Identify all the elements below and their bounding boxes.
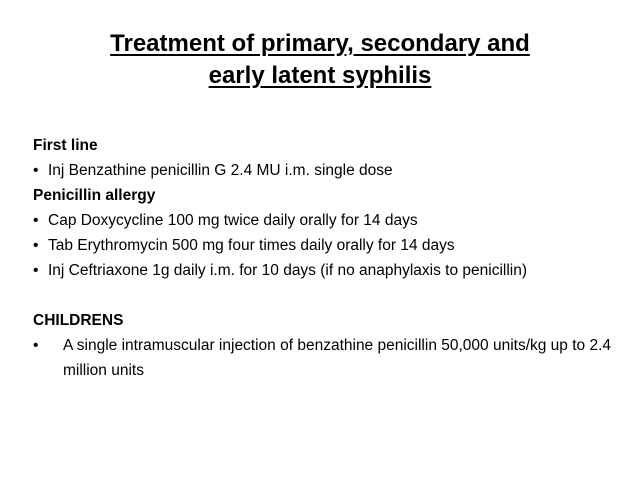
list-item <box>33 333 613 383</box>
list-item-text: Cap Doxycycline 100 mg twice daily orally for 14 days <box>48 212 418 229</box>
slide-title <box>40 28 600 92</box>
list-item-text: Inj Benzathine penicillin G 2.4 MU i.m. single dose <box>48 162 393 179</box>
slide-title-line-2: early latent syphilis <box>208 62 432 89</box>
slide-body <box>33 133 613 383</box>
bullet-icon: • <box>33 237 39 254</box>
list-item-text: Inj Ceftriaxone 1g daily i.m. for 10 days (if no anaphylaxis to penicillin) <box>48 262 528 279</box>
bullet-icon: • <box>33 212 39 229</box>
childrens-heading: CHILDRENS <box>33 312 124 329</box>
list-item-text: Tab Erythromycin 500 mg four times daily orally for 14 days <box>48 237 455 254</box>
bullet-icon: • <box>33 162 39 179</box>
first-line-heading: First line <box>33 137 98 154</box>
bullet-icon: • <box>33 337 39 354</box>
list-item <box>33 233 613 258</box>
list-item <box>33 208 613 233</box>
list-item-text: A single intramuscular injection of benzathine penicillin 50,000 units/kg up to 2.4 million units <box>63 337 612 379</box>
slide-title-line-1: Treatment of primary, secondary and <box>110 30 530 57</box>
list-item <box>33 158 613 183</box>
bullet-icon: • <box>33 262 39 279</box>
spacer <box>33 283 613 308</box>
list-item <box>33 258 613 283</box>
penicillin-allergy-heading: Penicillin allergy <box>33 187 156 204</box>
